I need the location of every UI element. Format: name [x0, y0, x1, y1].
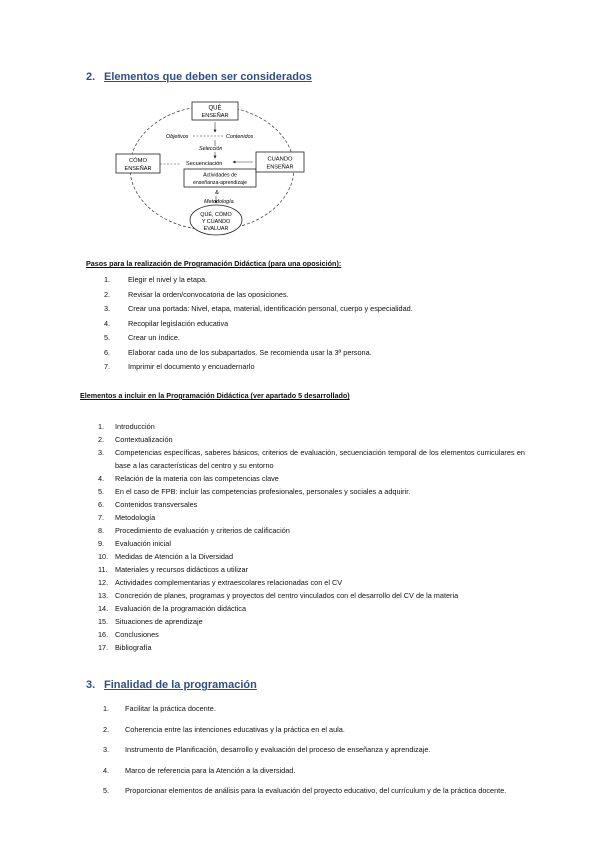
item-number: 4. — [103, 765, 110, 775]
ensenar-right-label: ENSEÑAR — [266, 164, 294, 171]
item-text: Revisar la orden/convocatoria de las oposiciones. — [128, 289, 289, 299]
section-3-heading — [86, 679, 257, 691]
list-item — [103, 743, 526, 756]
list-item — [104, 317, 504, 332]
item-text: Crear una portada: Nivel, etapa, material, identificación personal, cuerpo y especialidad. — [128, 304, 413, 313]
item-number: 2. — [104, 289, 111, 299]
item-text: Marco de referencia para la Atención a la diversidad. — [125, 765, 296, 775]
item-number: 5. — [103, 786, 110, 796]
section-title: Elementos que deben ser considerados — [104, 71, 312, 83]
item-number: 2. — [103, 724, 110, 734]
item-number: 10. — [98, 552, 109, 561]
cuando-label: CUANDO — [267, 156, 293, 163]
list-item — [98, 550, 525, 563]
metodologia-label: Metodología — [204, 199, 234, 205]
section-title: Finalidad de la programación — [104, 679, 257, 691]
item-text: Contenidos transversales — [115, 500, 198, 509]
ensenar-top-label: ENSEÑAR — [201, 113, 229, 119]
item-text: Proporcionar elementos de análisis para la evaluación del proyecto educativo, del currículum y de la práctica docente. — [125, 786, 507, 796]
ensenar-left-label: ENSEÑAR — [124, 166, 152, 172]
item-number: 2. — [98, 435, 105, 444]
actividades-line-1: Actividades de — [203, 172, 237, 179]
item-text: Actividades complementarias y extraescolares relacionadas con el CV — [115, 578, 343, 587]
item-text: Concreción de planes, programas y proyectos del centro vinculados con el desarrollo del CV de la materia — [115, 591, 459, 600]
pasos-list — [104, 273, 504, 375]
que-label: QUÉ — [208, 105, 222, 112]
item-number: 5. — [98, 487, 105, 496]
item-text: Relación de la materia con las competencias clave — [115, 474, 279, 483]
item-text: Situaciones de aprendizaje — [115, 617, 203, 626]
evaluar-line-2: Y CUANDO — [201, 219, 231, 225]
item-number: 16. — [98, 630, 109, 639]
list-item — [104, 302, 504, 317]
curriculum-diagram — [108, 92, 316, 242]
item-number: 9. — [98, 539, 105, 548]
list-item — [98, 602, 525, 615]
item-number: 3. — [103, 745, 110, 755]
item-text: Instrumento de Planificación, desarrollo y evaluación del proceso de enseñanza y aprendizaje. — [125, 745, 431, 755]
ampersand-label: & — [215, 190, 219, 196]
list-item — [103, 702, 526, 715]
item-number: 1. — [103, 704, 110, 713]
list-item — [104, 360, 504, 375]
list-item — [98, 433, 525, 446]
list-item — [98, 576, 525, 589]
item-text: En el caso de FPB: incluir las competencias profesionales, personales y sociales a adquirir. — [115, 487, 411, 496]
list-item — [98, 615, 525, 628]
list-item — [98, 641, 525, 654]
list-item — [98, 628, 525, 641]
item-text: Procedimiento de evaluación y criterios de calificación — [115, 526, 290, 535]
list-item — [104, 273, 504, 288]
item-number: 3. — [104, 304, 111, 313]
list-item — [98, 563, 525, 576]
item-text: Recopilar legislación educativa — [128, 318, 229, 328]
list-item — [98, 524, 525, 537]
item-number: 1. — [104, 275, 111, 284]
item-text: Elegir el nivel y la etapa. — [128, 275, 208, 284]
list-item — [98, 498, 525, 511]
item-number: 4. — [104, 318, 111, 328]
item-text: Introducción — [115, 422, 155, 431]
list-item — [98, 472, 525, 485]
item-number: 7. — [104, 362, 111, 371]
list-item — [98, 420, 525, 433]
item-text: Coherencia entre las intenciones educativas y la práctica en el aula. — [125, 724, 345, 734]
item-number: 12. — [98, 578, 109, 587]
item-text: Metodología — [115, 513, 156, 522]
pasos-title: Pasos para la realización de Programación Didáctica (para una oposición): — [86, 259, 342, 268]
list-item — [98, 446, 525, 472]
list-item — [103, 764, 526, 777]
item-text: Bibliografía — [115, 643, 152, 652]
list-item — [98, 511, 525, 524]
item-number: 1. — [98, 422, 105, 431]
item-text: Imprimir el documento y encuadernarlo — [128, 362, 255, 371]
elementos-title: Elementos a incluir en la Programación Didáctica (ver apartado 5 desarrollado) — [80, 391, 350, 400]
item-text: Materiales y recursos didácticos a utilizar — [115, 565, 249, 574]
list-item — [98, 485, 525, 498]
list-item — [98, 589, 525, 602]
item-text: Medidas de Atención a la Diversidad — [115, 552, 234, 561]
contenidos-label: Contenidos — [226, 134, 254, 140]
list-item — [104, 288, 504, 303]
item-text: Crear un índice. — [128, 333, 180, 342]
item-text: Contextualización — [115, 435, 173, 444]
item-number: 6. — [98, 500, 105, 509]
item-number: 3. — [98, 448, 105, 457]
item-number: 6. — [104, 347, 111, 357]
item-number: 5. — [104, 333, 111, 342]
secuenciacion-label: Secuenciación — [186, 161, 223, 167]
item-number: 4. — [98, 474, 105, 483]
item-text: Evaluación inicial — [115, 539, 171, 548]
item-number: 15. — [98, 617, 109, 626]
item-number: 13. — [98, 591, 109, 600]
actividades-line-2: enseñanza-aprendizaje — [193, 180, 247, 186]
evaluar-line-3: EVALUAR — [203, 226, 229, 232]
item-number: 8. — [98, 526, 105, 535]
item-number: 14. — [98, 604, 109, 613]
section-number: 3. — [86, 679, 96, 691]
list-item — [103, 723, 526, 736]
list-item — [104, 346, 504, 361]
item-number: 11. — [98, 565, 108, 574]
finalidad-list — [103, 702, 526, 805]
section-2-heading — [86, 71, 312, 83]
item-text: Evaluación de la programación didáctica — [115, 604, 247, 613]
evaluar-line-1: QUÉ, CÓMO — [200, 212, 232, 218]
item-number: 17. — [98, 643, 109, 652]
item-text: Facilitar la práctica docente. — [125, 704, 216, 713]
list-item — [104, 331, 504, 346]
objetivos-label: Objetivos — [166, 134, 189, 140]
como-label: CÓMO — [128, 158, 148, 164]
item-text: Conclusiones — [115, 630, 159, 639]
item-text: Competencias específicas, saberes básicos, criterios de evaluación, secuenciación temporal de los elementos curriculares en base a las características del centro y su entorno — [115, 448, 525, 470]
item-text: Elaborar cada uno de los subapartados. Se recomienda usar la 3ª persona. — [128, 347, 372, 357]
item-number: 7. — [98, 513, 105, 522]
list-item — [103, 784, 526, 797]
list-item — [98, 537, 525, 550]
seleccion-label: Selección — [199, 146, 223, 152]
section-number: 2. — [86, 71, 96, 83]
elementos-list — [98, 420, 525, 654]
